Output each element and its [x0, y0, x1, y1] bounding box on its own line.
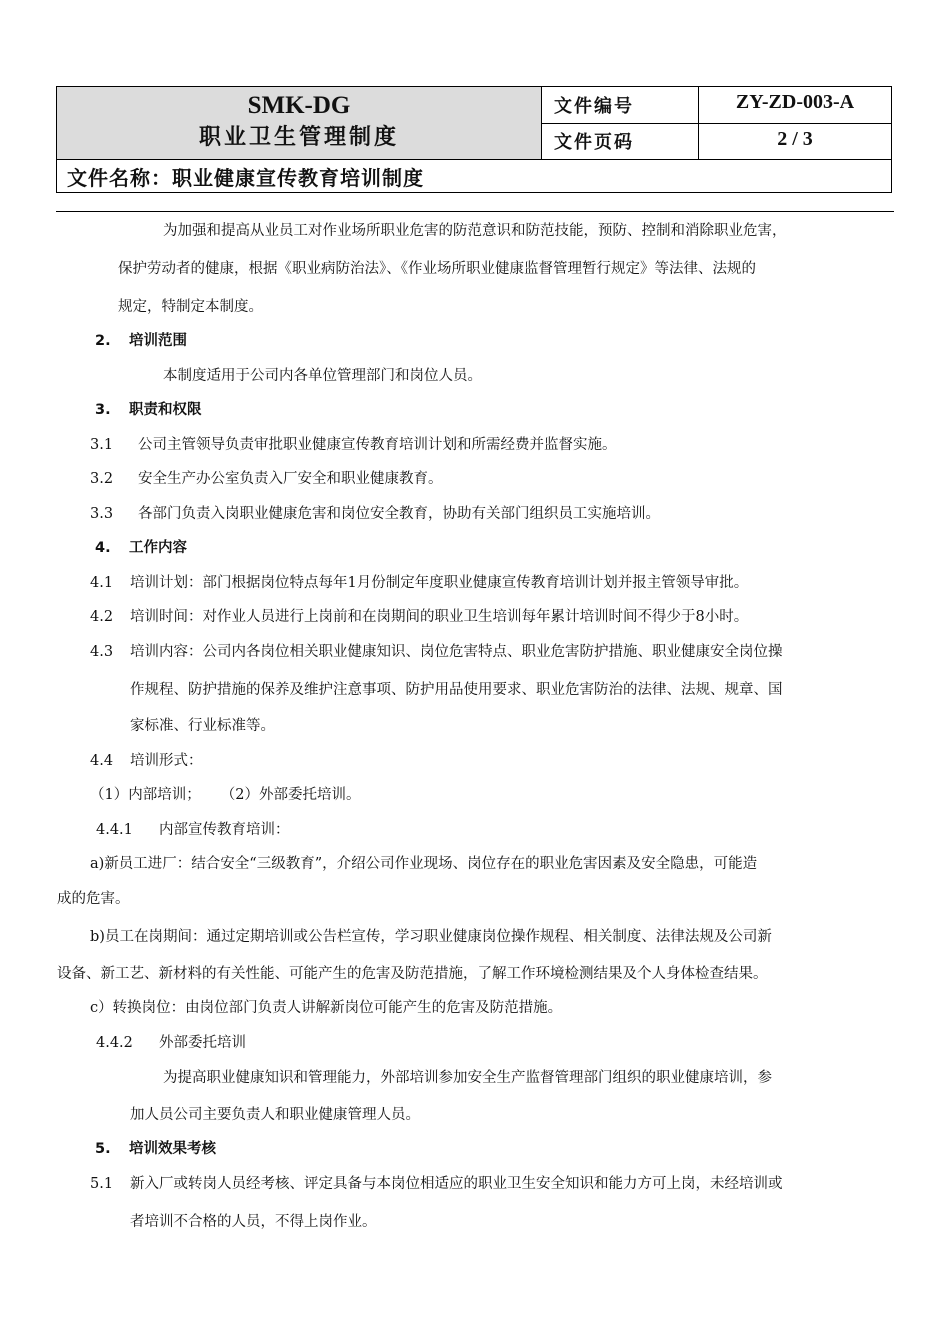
item-4-4-2: [96, 1031, 246, 1052]
item-4-1: [90, 571, 748, 592]
page-value: 2 / 3: [699, 123, 892, 160]
item-b-line-1: b)员工在岗期间：通过定期培训或公告栏宣传，学习职业健康岗位操作规程、相关制度、法律法规及公司新: [90, 929, 772, 945]
item-4-2: [90, 605, 748, 626]
item-c: c）转换岗位：由岗位部门负责人讲解新岗位可能产生的危害及防范措施。: [90, 1000, 563, 1016]
item-4-3-number: 4.3: [90, 644, 114, 660]
form-internal: （1）内部培训；: [90, 787, 201, 803]
item-4-3-line-3: 家标准、行业标准等。: [130, 718, 275, 734]
company-code: SMK-DG: [247, 92, 351, 119]
external-line-1: 为提高职业健康知识和管理能力，外部培训参加安全生产监督管理部门组织的职业健康培训，参: [163, 1070, 772, 1086]
doc-number-value: ZY-ZD-003-A: [699, 87, 892, 124]
item-3-3-text: 各部门负责入岗职业健康危害和岗位安全教育，协助有关部门组织员工实施培训。: [138, 506, 660, 522]
item-5-1-number: 5.1: [90, 1176, 114, 1192]
item-4-4-text: 培训形式：: [130, 753, 203, 769]
item-a-line-2: 成的危害。: [57, 891, 130, 907]
item-4-4-1: [96, 818, 290, 839]
file-name-row: [57, 160, 892, 193]
file-name-value: 职业健康宣传教育培训制度: [172, 165, 424, 190]
section-4-number: 4.: [95, 540, 111, 556]
section-3-heading: [95, 398, 202, 419]
training-forms: [90, 783, 360, 804]
item-3-2-number: 3.2: [90, 471, 114, 487]
section-5-number: 5.: [95, 1141, 111, 1157]
intro-line-2: 保护劳动者的健康，根据《职业病防治法》、《作业场所职业健康监督管理暂行规定》等法律、法规的: [118, 261, 756, 277]
item-4-4-2-text: 外部委托培训: [159, 1035, 246, 1051]
item-3-1: [90, 433, 617, 454]
item-4-4-1-number: 4.4.1: [96, 822, 133, 838]
item-4-3-line-2: 作规程、防护措施的保养及维护注意事项、防护用品使用要求、职业危害防治的法律、法规、规章、国: [130, 682, 783, 698]
section-2-number: 2.: [95, 333, 111, 349]
intro-line-1: 为加强和提高从业员工对作业场所职业危害的防范意识和防范技能，预防、控制和消除职业危害，: [163, 223, 787, 239]
item-a-line-1: a)新员工进厂：结合安全“三级教育”，介绍公司作业现场、岗位存在的职业危害因素及安全隐患，可能造: [90, 856, 758, 872]
document-header: [56, 86, 892, 193]
item-4-1-number: 4.1: [90, 575, 114, 591]
section-5-heading: [95, 1137, 216, 1158]
section-4-heading: [95, 536, 187, 557]
item-4-1-text: 培训计划：部门根据岗位特点每年1月份制定年度职业健康宣传教育培训计划并报主管领导审批。: [130, 575, 749, 591]
item-3-2: [90, 467, 443, 488]
item-3-1-number: 3.1: [90, 437, 114, 453]
item-5-1-line-1: 新入厂或转岗人员经考核、评定具备与本岗位相适应的职业卫生安全知识和能力方可上岗，未经培训或: [130, 1176, 783, 1192]
intro-line-3: 规定，特制定本制度。: [118, 299, 263, 315]
section-3-title: 职责和权限: [129, 402, 202, 418]
item-3-3-number: 3.3: [90, 506, 114, 522]
item-3-1-text: 公司主管领导负责审批职业健康宣传教育培训计划和所需经费并监督实施。: [138, 437, 617, 453]
item-4-4-1-text: 内部宣传教育培训：: [159, 822, 290, 838]
item-3-2-text: 安全生产办公室负责入厂安全和职业健康教育。: [138, 471, 443, 487]
item-4-2-text: 培训时间：对作业人员进行上岗前和在岗期间的职业卫生培训每年累计培训时间不得少于8小时。: [130, 609, 749, 625]
item-4-4: [90, 749, 203, 770]
item-5-1: [90, 1172, 783, 1193]
doc-number-label: 文件编号: [542, 87, 699, 124]
section-5-title: 培训效果考核: [129, 1141, 216, 1157]
company-doc-title: 职业卫生管理制度: [198, 125, 399, 150]
item-b-line-2: 设备、新工艺、新材料的有关性能、可能产生的危害及防范措施，了解工作环境检测结果及个人身体检查结果。: [57, 966, 768, 982]
header-divider: [56, 211, 894, 212]
section-2-title: 培训范围: [129, 333, 187, 349]
section-2-text: 本制度适用于公司内各单位管理部门和岗位人员。: [163, 368, 482, 384]
item-4-2-number: 4.2: [90, 609, 114, 625]
page-label: 文件页码: [542, 123, 699, 160]
company-cell: [57, 87, 542, 160]
external-line-2: 加人员公司主要负责人和职业健康管理人员。: [130, 1107, 420, 1123]
section-2-heading: [95, 329, 187, 350]
item-4-3-line-1: 培训内容：公司内各岗位相关职业健康知识、岗位危害特点、职业危害防护措施、职业健康安全岗位操: [130, 644, 783, 660]
item-5-1-line-2: 者培训不合格的人员，不得上岗作业。: [130, 1214, 377, 1230]
section-4-title: 工作内容: [129, 540, 187, 556]
form-external: （2）外部委托培训。: [220, 787, 361, 803]
section-3-number: 3.: [95, 402, 111, 418]
file-name-label: 文件名称：: [67, 165, 172, 190]
item-3-3: [90, 502, 660, 523]
item-4-4-2-number: 4.4.2: [96, 1035, 133, 1051]
item-4-3: [90, 640, 783, 661]
item-4-4-number: 4.4: [90, 753, 114, 769]
